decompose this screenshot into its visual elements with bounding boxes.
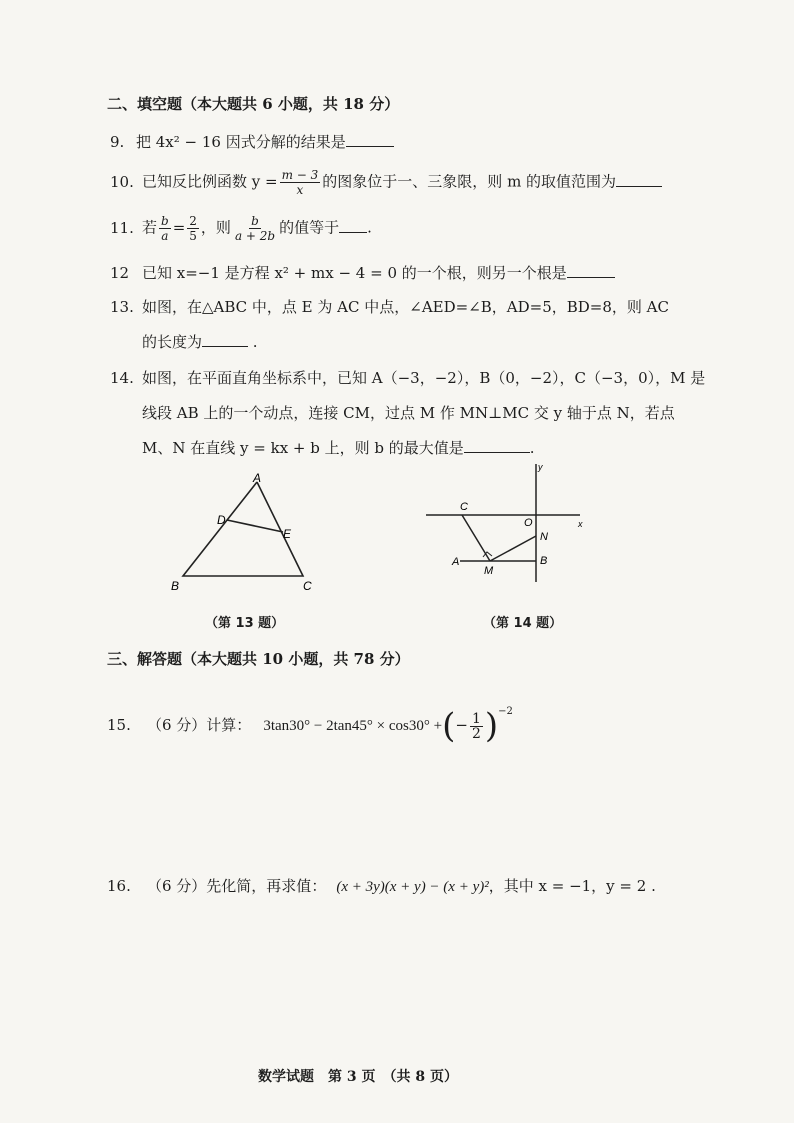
question-text-line3: M、N 在直线 y = kx + b 上，则 b 的最大值是 <box>142 439 464 457</box>
question-14 <box>110 368 705 388</box>
page-footer: 数学试题 第 3 页 （共 8 页） <box>258 1069 458 1085</box>
answer-blank <box>202 332 248 347</box>
exponent: −2 <box>498 706 513 717</box>
numerator: m − 3 <box>281 168 319 182</box>
equals-sign: = <box>172 218 186 237</box>
question-text-line2: 的长度为 <box>142 333 203 351</box>
denominator: x <box>296 183 304 197</box>
point-label-a: A <box>452 556 460 568</box>
question-text-mid: ，则 <box>200 218 231 237</box>
answer-blank <box>339 218 367 233</box>
question-number: 14. <box>110 369 134 387</box>
point-label-d: D <box>217 513 226 527</box>
point-label-a: A <box>253 471 262 485</box>
paren-open: ( <box>442 706 456 746</box>
question-number: 16. <box>107 877 131 895</box>
question-text-line1: 如图，在△ABC 中，点 E 为 AC 中点，∠AED=∠B，AD=5，BD=8，则 AC <box>142 298 669 316</box>
denominator: 2 <box>471 725 481 742</box>
question-text: 已知 x=−1 是方程 x² + mx − 4 = 0 的一个根，则另一个根是 <box>142 264 567 282</box>
question-11: 11. 若 $\frac{b}{a}$ = $\frac{2}{5}$ ，则 $\frac{b}{a + 2b}$ 的值等于 . <box>110 214 372 243</box>
question-text-line1: 如图，在平面直角坐标系中，已知 A（−3，−2），B（0，−2），C（−3，0），M 是 <box>142 369 706 387</box>
question-14-line3: M、N 在直线 y = kx + b 上，则 b 的最大值是 . <box>142 439 535 457</box>
point-label-n: N <box>540 531 548 543</box>
question-13-line2: 的长度为 . <box>142 333 258 351</box>
answer-blank <box>616 172 662 187</box>
answer-blank <box>464 438 530 453</box>
point-label-o: O <box>524 517 533 529</box>
section-3-title: 三、解答题（本大题共 10 小题，共 78 分） <box>107 650 410 668</box>
question-text-post: 的图象位于一、三象限，则 m 的取值范围为 <box>322 172 617 191</box>
denominator: 5 <box>189 229 197 243</box>
denominator: a <box>161 229 169 243</box>
point-label-c: C <box>460 501 468 513</box>
question-number: 10. <box>110 172 134 191</box>
question-9 <box>110 132 394 152</box>
segment-mn <box>490 536 536 561</box>
axis-label-y: y <box>538 462 543 472</box>
question-number: 13. <box>110 298 134 316</box>
question-score: （6 分）计算： <box>147 716 252 734</box>
figure-14-coordinate-plane <box>420 460 590 590</box>
numerator: b <box>251 214 259 228</box>
point-label-m: M <box>484 565 494 577</box>
condition-text: ，其中 x = −1，y = 2 . <box>488 877 656 895</box>
expression: (x + 3y)(x + y) − (x + y)² <box>336 879 489 895</box>
question-score: （6 分）先化简，再求值： <box>147 877 327 895</box>
question-14-line2: 线段 AB 上的一个动点，连接 CM，过点 M 作 MN⊥MC 交 y 轴于点 N，若点 <box>142 404 675 422</box>
question-16 <box>107 876 656 897</box>
question-text-pre: 若 <box>142 218 158 237</box>
question-text: 把 4x² − 16 因式分解的结果是 <box>136 133 346 151</box>
answer-blank <box>346 132 394 147</box>
expression: 3tan30° − 2tan45° × cos30° + <box>263 718 443 734</box>
minus-sign: − <box>455 716 468 734</box>
answer-blank <box>567 263 615 278</box>
question-number: 11. <box>110 218 134 237</box>
section-2-title: 二、填空题（本大题共 6 小题，共 18 分） <box>107 95 400 113</box>
fraction <box>280 168 321 197</box>
question-number: 9. <box>110 133 125 151</box>
point-label-b: B <box>540 555 548 567</box>
figure-13-triangle <box>165 468 325 600</box>
question-15 <box>107 692 513 746</box>
fraction-2-over-5 <box>187 214 199 243</box>
denominator: a + 2b <box>234 229 276 243</box>
question-text-post: 的值等于 <box>279 218 340 237</box>
fraction-b-over-a <box>159 214 171 243</box>
point-label-b: B <box>171 579 180 593</box>
fraction-b-over-a-plus-2b <box>233 214 277 243</box>
question-12 <box>110 263 615 283</box>
axis-label-x: x <box>578 519 583 529</box>
question-10 <box>110 168 662 197</box>
question-text-pre: 已知反比例函数 y = <box>142 172 278 191</box>
question-number: 15. <box>107 716 131 734</box>
point-label-c: C <box>303 579 312 593</box>
numerator: 1 <box>471 710 481 727</box>
question-13 <box>110 297 669 317</box>
point-label-e: E <box>283 527 292 541</box>
figure-14-caption: （第 14 题） <box>483 616 563 631</box>
numerator: b <box>161 214 169 228</box>
fraction-one-half <box>470 712 483 741</box>
figure-13-caption: （第 13 题） <box>205 616 285 631</box>
segment-de <box>227 520 283 532</box>
numerator: 2 <box>189 214 197 228</box>
paren-close: ) <box>484 706 499 746</box>
question-number: 12 <box>110 264 130 282</box>
